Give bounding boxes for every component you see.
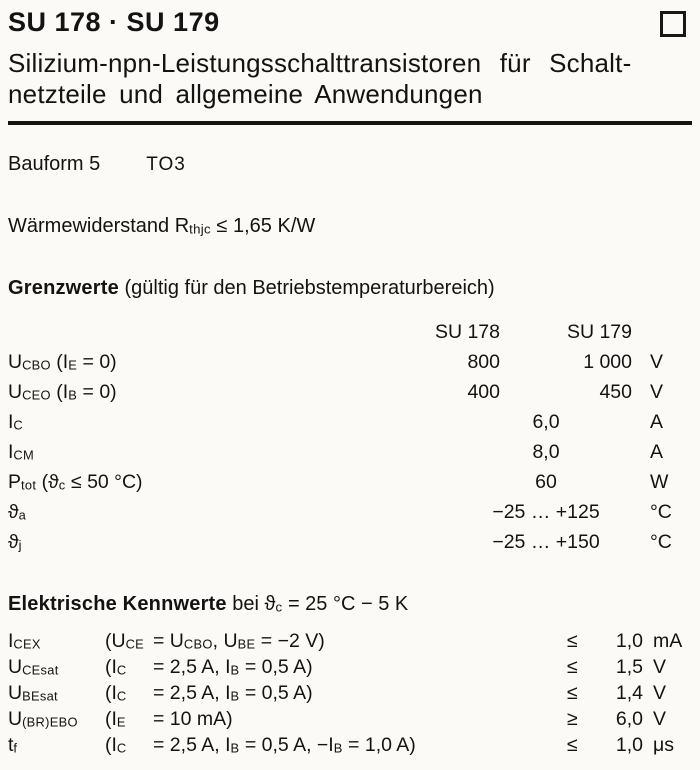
unit: V — [650, 351, 664, 373]
table-row — [8, 407, 692, 437]
condition-lhs: ($I_E$ — [105, 708, 126, 730]
parameter-symbol: $U_{(BR)EBO}$ — [8, 708, 78, 730]
subtitle-line-2: netzteile und allgemeine Anwendungen — [8, 79, 483, 109]
row-label: $ϑ_a$ — [8, 501, 27, 523]
condition-lhs: ($I_C$ — [105, 656, 127, 678]
table-row — [8, 377, 692, 407]
row-label: $ϑ_j$ — [8, 531, 22, 553]
characteristics-table — [8, 628, 692, 758]
unit: V — [653, 682, 667, 704]
value-su178: 400 — [467, 381, 500, 403]
parameter-symbol: $U_{BEsat}$ — [8, 682, 58, 704]
table-row — [8, 527, 692, 557]
limit-value: 1,4 — [615, 682, 643, 704]
parameter-symbol: $I_{CEX}$ — [8, 630, 41, 652]
limits-heading-bold: Grenzwerte — [8, 277, 119, 299]
value-su178: 800 — [467, 351, 500, 373]
limits-table — [8, 317, 692, 557]
limits-heading-rest: (gültig für den Betriebstemperaturbereich) — [118, 277, 495, 299]
header — [8, 8, 692, 37]
unit: A — [650, 411, 664, 433]
section-divider — [8, 121, 692, 125]
relation-symbol: ≤ — [567, 656, 578, 678]
unit: μs — [653, 734, 674, 756]
package-label: Bauform 5 — [8, 153, 101, 175]
row-label: $I_C$ — [8, 411, 24, 433]
table-row — [8, 497, 692, 527]
column-header-su178: SU 178 — [434, 321, 500, 343]
column-header-su179: SU 179 — [566, 321, 632, 343]
value-su179: 450 — [599, 381, 632, 403]
condition-rhs: = $U_{CBO}$, $U_{BE} = -2$ V) — [153, 630, 325, 652]
unit: mA — [653, 630, 683, 652]
condition-rhs: = 10 mA) — [153, 708, 233, 730]
row-label: $U_{CBO}$ $(I_E = 0)$ — [8, 351, 117, 373]
condition-rhs: = 2,5 A, $I_B = 0,5$ A) — [153, 656, 313, 678]
table-row — [8, 680, 692, 706]
row-label: $I_{CM}$ — [8, 441, 35, 463]
unit: V — [653, 708, 667, 730]
relation-symbol: ≤ — [567, 682, 578, 704]
limits-header-row — [8, 317, 692, 347]
unit: °C — [650, 501, 672, 523]
unit: V — [653, 656, 667, 678]
table-row — [8, 347, 692, 377]
table-row — [8, 654, 692, 680]
limit-value: 1,0 — [615, 734, 643, 756]
unit: W — [650, 471, 669, 493]
characteristics-heading — [8, 593, 692, 616]
row-label: $U_{CEO}$ $(I_B = 0)$ — [8, 381, 117, 403]
corner-square-icon — [660, 11, 686, 37]
row-label: $P_{tot}$ ($ϑ_c \le 50$ °C) — [8, 471, 143, 493]
condition-rhs: = 2,5 A, $I_B = 0,5$ A, $-I_B = 1,0$ A) — [153, 734, 416, 756]
table-row — [8, 437, 692, 467]
value-common: 60 — [535, 471, 557, 493]
value-su179: 1 000 — [583, 351, 632, 373]
limits-heading — [8, 277, 692, 300]
value-common: −25 … +125 — [492, 501, 600, 523]
limit-value: 1,5 — [615, 656, 643, 678]
condition-lhs: ($U_{CE}$ — [105, 630, 145, 652]
page-title: SU 178 · SU 179 — [8, 7, 220, 37]
unit: V — [650, 381, 664, 403]
table-row — [8, 628, 692, 654]
package-line — [8, 153, 692, 176]
characteristics-heading-bold: Elektrische Kennwerte — [8, 593, 227, 615]
value-common: −25 … +150 — [492, 531, 600, 553]
unit: A — [650, 441, 664, 463]
relation-symbol: ≥ — [567, 708, 578, 730]
condition-lhs: ($I_C$ — [105, 734, 127, 756]
table-row — [8, 732, 692, 758]
unit: °C — [650, 531, 672, 553]
limit-value: 6,0 — [615, 708, 643, 730]
relation-symbol: ≤ — [567, 630, 578, 652]
relation-symbol: ≤ — [567, 734, 578, 756]
parameter-symbol: $t_f$ — [8, 734, 18, 756]
value-common: 8,0 — [532, 441, 560, 463]
limit-value: 1,0 — [615, 630, 643, 652]
value-common: 6,0 — [532, 411, 560, 433]
thermal-resistance-line: Wärmewiderstand $R_{thjc} \le 1,65$ K/W — [8, 215, 316, 237]
table-row — [8, 706, 692, 732]
condition-lhs: ($I_C$ — [105, 682, 127, 704]
package-value: TO3 — [146, 154, 186, 175]
condition-rhs: = 2,5 A, $I_B = 0,5$ A) — [153, 682, 313, 704]
characteristics-heading-rest: bei $ϑ_c = 25$ °C − 5 K — [226, 593, 409, 615]
subtitle-line-1: Silizium-npn-Leistungsschalttransistoren für Schalt- — [8, 48, 632, 78]
parameter-symbol: $U_{CEsat}$ — [8, 656, 59, 678]
subtitle — [8, 48, 692, 110]
table-row — [8, 467, 692, 497]
